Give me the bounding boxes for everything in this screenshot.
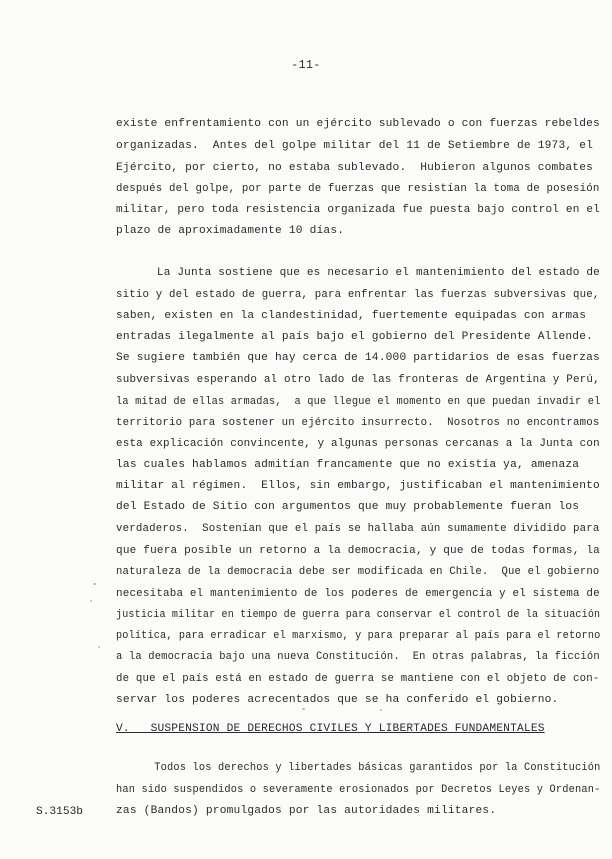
archive-reference-note: S.3153b (36, 806, 83, 818)
paragraph-2-line-18: política, para erradicar el marxismo, y para preparar al país para el retorno (116, 630, 601, 642)
page-number: -11- (291, 59, 321, 72)
paragraph-3-line-2: han sido suspendidos o severamente erosionados por Decretos Leyes y Ordenan- (116, 784, 601, 796)
paragraph-2-line-2: sitio y del estado de guerra, para enfrentar las fuerzas subversivas que, (116, 289, 600, 301)
paragraph-2-line-19: a la democracia bajo una nueva Constitución. En otras palabras, la ficción (116, 651, 600, 663)
paragraph-2-line-11: militar al régimen. Ellos, sin embargo, justificaban el mantenimiento (116, 480, 600, 492)
paragraph-3-line-3: zas (Bandos) promulgados por las autoridades militares. (116, 805, 497, 817)
paragraph-2-line-3: saben, existen en la clandestinidad, fuertemente equipadas con armas (116, 310, 587, 322)
paragraph-2-line-6: subversivas esperando al otro lado de las fronteras de Argentina y Perú, (116, 374, 600, 386)
section-heading: V. SUSPENSION DE DERECHOS CIVILES Y LIBERTADES FUNDAMENTALES (116, 723, 545, 735)
paragraph-1-line-2: organizadas. Antes del golpe militar del 11 de Setiembre de 1973, el (116, 140, 594, 152)
paragraph-1-line-5: militar, pero toda resistencia organizada fue puesta bajo control en el (116, 204, 601, 216)
scan-speck (302, 708, 305, 710)
scan-speck (380, 709, 382, 711)
scan-speck (93, 583, 96, 585)
paragraph-2-line-15: naturaleza de la democracia debe ser modificada en Chile. Que el gobierno (116, 566, 600, 578)
paragraph-2-line-4: entradas ilegalmente al país bajo el gobierno del Presidente Allende. (116, 331, 594, 343)
scan-speck (98, 646, 100, 648)
paragraph-2-line-1: La Junta sostiene que es necesario el mantenimiento del estado de (116, 267, 601, 279)
paragraph-1-line-4: después del golpe, por parte de fuerzas que resistían la toma de posesión (116, 183, 600, 195)
paragraph-2-line-7: la mitad de ellas armadas, a que llegue el momento en que puedan invadir el (116, 396, 601, 408)
scan-speck (90, 600, 92, 602)
paragraph-2-line-16: necesitaba el mantenimiento de los poderes de emergencia y el sistema de (116, 588, 600, 600)
paragraph-2-line-13: verdaderos. Sostenían que el país se hallaba aún sumamente dividido para (116, 523, 600, 535)
paragraph-1-line-6: plazo de aproximadamente 10 días. (116, 225, 345, 237)
paragraph-2-line-8: territorio para sostener un ejército insurrecto. Nosotros no encontramos (116, 417, 600, 429)
paragraph-1-line-1: existe enfrentamiento con un ejército sublevado o con fuerzas rebeldes (116, 118, 600, 130)
paragraph-3-line-1: Todos los derechos y libertades básicas garantidos por la Constitución (116, 762, 601, 774)
paragraph-2-line-10: las cuales hablamos admitían francamente que no existía ya, amenaza (116, 459, 580, 471)
paragraph-2-line-14: que fuera posible un retorno a la democracia, y que de todas formas, la (116, 545, 601, 557)
paragraph-1-line-3: Ejército, por cierto, no estaba sublevado. Hubieron algunos combates (116, 162, 594, 174)
paragraph-2-line-9: esta explicación convincente, y algunas personas cercanas a la Junta con (116, 438, 600, 450)
paragraph-2-line-17: justicia militar en tiempo de guerra para conservar el control de la situación (116, 609, 601, 621)
paragraph-2-line-20: de que el país está en estado de guerra se mantiene con el objeto de con- (116, 673, 600, 685)
paragraph-2-line-5: Se sugiere también que hay cerca de 14.000 partidarios de esas fuerzas (116, 352, 600, 364)
paragraph-2-line-12: del Estado de Sitio con argumentos que muy probablemente fueran los (116, 501, 580, 513)
paragraph-2-line-21: servar los poderes acrecentados que se ha conferido el gobierno. (116, 694, 559, 706)
